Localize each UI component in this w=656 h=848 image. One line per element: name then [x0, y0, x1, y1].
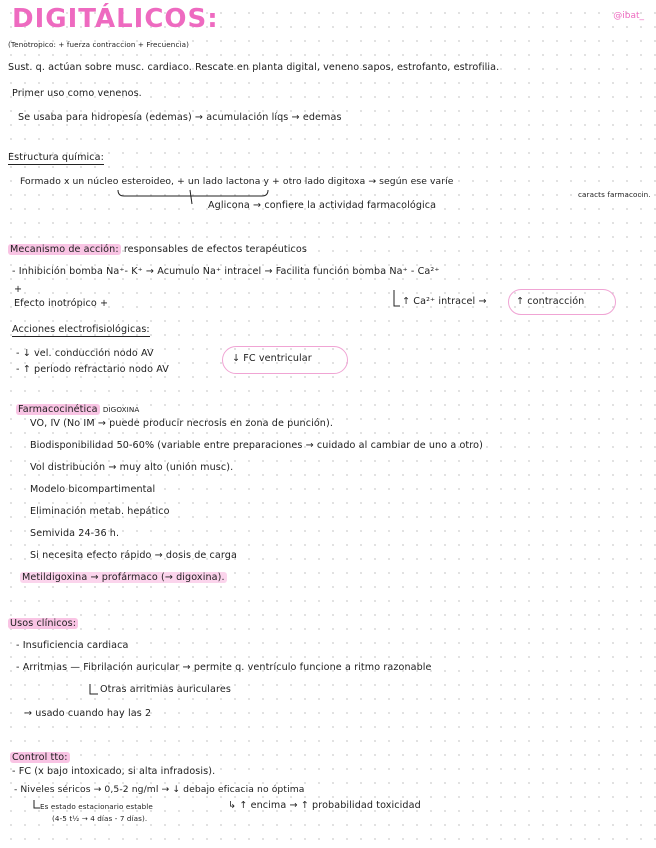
arrow-otras — [90, 684, 98, 694]
accion-2: - ↑ periodo refractario nodo AV — [16, 364, 169, 375]
intro-line-3: Se usaba para hidropesía (edemas) → acumulación líqs → edemas — [18, 112, 342, 123]
uso-2: - Arritmias — Fibrilación auricular → permite q. ventrículo funcione a ritmo razonable — [16, 662, 432, 673]
arrow-estado — [34, 800, 40, 808]
accion-1: - ↓ vel. conducción nodo AV — [16, 348, 154, 359]
metildigoxina: Metildigoxina → profármaco (→ digoxina). — [22, 572, 225, 583]
control-line-3: Es estado estacionario estable — [40, 802, 153, 811]
farmaco-item: Biodisponibilidad 50-60% (variable entre preparaciones → cuidado al cambiar de uno a otro) — [30, 440, 483, 451]
author-handle: @ibat_ — [613, 11, 644, 21]
farmaco-item: VO, IV (No IM → puede producir necrosis en zona de punción). — [30, 418, 333, 429]
intro-subtitle: (Tenotropico: + fuerza contraccion + Frecuencia) — [8, 40, 190, 49]
uso-3: Otras arritmias auriculares — [100, 684, 231, 695]
mecanismo-line-2: Efecto inotrópico + — [14, 298, 109, 309]
farmaco-item: Modelo bicompartimental — [30, 484, 156, 495]
page-title: DIGITÁLICOS: — [12, 4, 219, 34]
control-line-2: - Niveles séricos → 0,5-2 ng/ml → ↓ debajo eficacia no óptima — [14, 784, 305, 795]
mecanismo-line-1: - Inhibición bomba Na⁺- K⁺ → Acumulo Na⁺ intracel → Facilita función bomba Na⁺ - Ca²⁺ — [12, 266, 440, 277]
control-line-5: (4-5 t½ → 4 días - 7 días). — [52, 814, 148, 823]
farmaco-item: Eliminación metab. hepático — [30, 506, 170, 517]
acciones-heading: Acciones electrofisiológicas: — [12, 324, 150, 335]
uso-4: → usado cuando hay las 2 — [24, 708, 152, 719]
farmaco-heading: Farmacocinética — [18, 404, 98, 415]
bracket-tick — [190, 190, 192, 204]
control-line-4: ↳ ↑ encima → ↑ probabilidad toxicidad — [228, 800, 421, 811]
mecanismo-contraccion: ↑ contracción — [516, 296, 585, 307]
mecanismo-heading-rest: responsables de efectos terapéuticos — [123, 244, 307, 255]
intro-line-2: Primer uso como venenos. — [12, 88, 142, 99]
intro-line-1: Sust. q. actúan sobre musc. cardiaco. Rescate en planta digital, veneno sapos, estrofanto, estrofilia. — [8, 62, 500, 73]
aglicona-line: Aglicona → confiere la actividad farmacológica — [208, 200, 437, 211]
farmaco-item: Semivida 24-36 h. — [30, 528, 120, 539]
uso-1: - Insuficiencia cardiaca — [16, 640, 129, 651]
usos-heading: Usos clínicos: — [10, 618, 77, 629]
control-heading: Control tto: — [12, 752, 68, 763]
control-line-1: - FC (x bajo intoxicado, si alta infradosis). — [12, 766, 216, 777]
estructura-line: Formado x un núcleo esteroideo, + un lado lactona y + otro lado digitoxa → según ese varíe — [20, 176, 454, 187]
bracket-nucleo — [118, 190, 268, 196]
farmaco-drug: DIGOXINA — [102, 405, 140, 414]
mecanismo-ca: ↑ Ca²⁺ intracel → — [402, 296, 487, 307]
estructura-side-note: caracts farmacocin. — [578, 190, 651, 199]
mecanismo-heading: Mecanismo de acción: — [10, 244, 119, 255]
mecanismo-plus: + — [14, 284, 23, 295]
arrow-ca — [394, 290, 400, 306]
fc-ventricular: ↓ FC ventricular — [232, 353, 312, 364]
farmaco-item: Vol distribución → muy alto (unión musc). — [30, 462, 234, 473]
farmaco-item: Si necesita efecto rápido → dosis de carga — [30, 550, 237, 561]
estructura-heading: Estructura química: — [8, 152, 104, 163]
